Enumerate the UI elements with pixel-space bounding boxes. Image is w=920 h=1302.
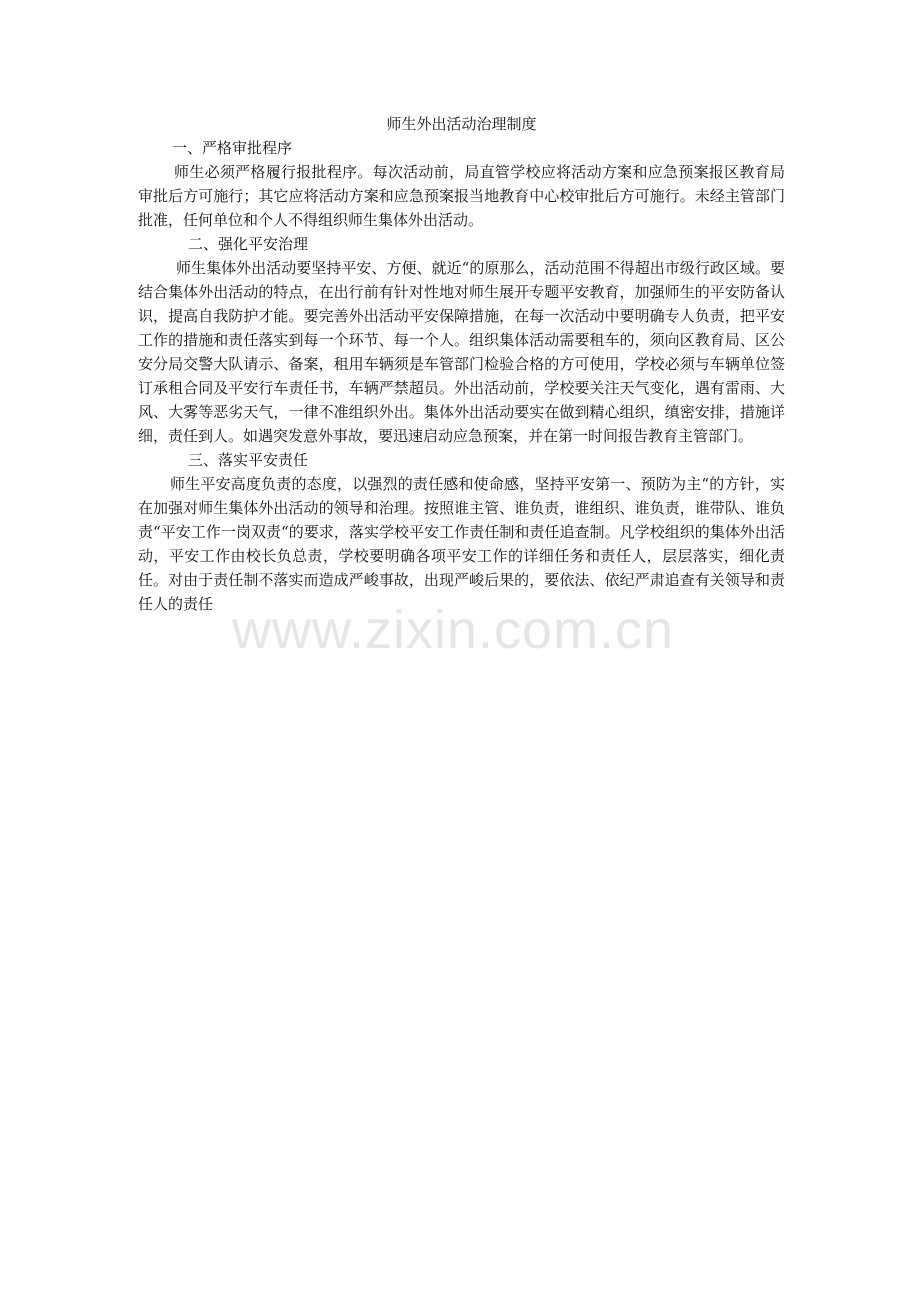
document-title: 师生外出活动治理制度 <box>386 115 537 133</box>
section-heading-3: 三、落实平安责任 <box>188 451 309 469</box>
section-body-1: 师生必须严格履行报批程序。每次活动前，局直管学校应将活动方案和应急预案报区教育局审批后方可施行；其它应将活动方案和应急预案报当地教育中心校审批后方可施行。未经主管部门批准，任何单位和个人不得组织师生集体外出活动。 <box>138 163 785 229</box>
watermark: www.zixin.com.cn <box>232 600 675 660</box>
section-body-2: 师生集体外出活动要坚持平安、方便、就近“的原那么，活动范围不得超出市级行政区域。要结合集体外出活动的特点，在出行前有针对性地对师生展开专题平安教育，加强师生的平安防备认识，提高自我防护才能。要完善外出活动平安保障措施，在每一次活动中要明确专人负责，把平安工作的措施和责任落实到每一个环节、每一个人。组织集体活动需要租车的，须向区教育局、区公安分局交警大队请示、备案，租用车辆须是车管部门检验合格的方可使用，学校必须与车辆单位签订承租合同及平安行车责任书，车辆严禁超员。外出活动前，学校要关注天气变化，遇有雷雨、大风、大雾等恶劣天气，一律不准组织外出。集体外出活动要实在做到精心组织，缜密安排，措施详细，责任到人。如遇突发意外事故，要迅速启动应急预案，并在第一时间报告教育主管部门。 <box>138 259 785 445</box>
document-page <box>138 112 785 616</box>
section-heading-2: 二、强化平安治理 <box>188 235 309 253</box>
section-heading-1: 一、严格审批程序 <box>172 139 293 157</box>
section-body-3: 师生平安高度负责的态度，以强烈的责任感和使命感，坚持平安第一、预防为主“的方针，实在加强对师生集体外出活动的领导和治理。按照谁主管、谁负责，谁组织、谁负责，谁带队、谁负责“平安工作一岗双责“的要求，落实学校平安工作责任制和责任追查制。凡学校组织的集体外出活动，平安工作由校长负总责，学校要明确各项平安工作的详细任务和责任人，层层落实，细化责任。对由于责任制不落实而造成严峻事故，出现严峻后果的，要依法、依纪严肃追查有关领导和责任人的责任 <box>138 475 785 613</box>
